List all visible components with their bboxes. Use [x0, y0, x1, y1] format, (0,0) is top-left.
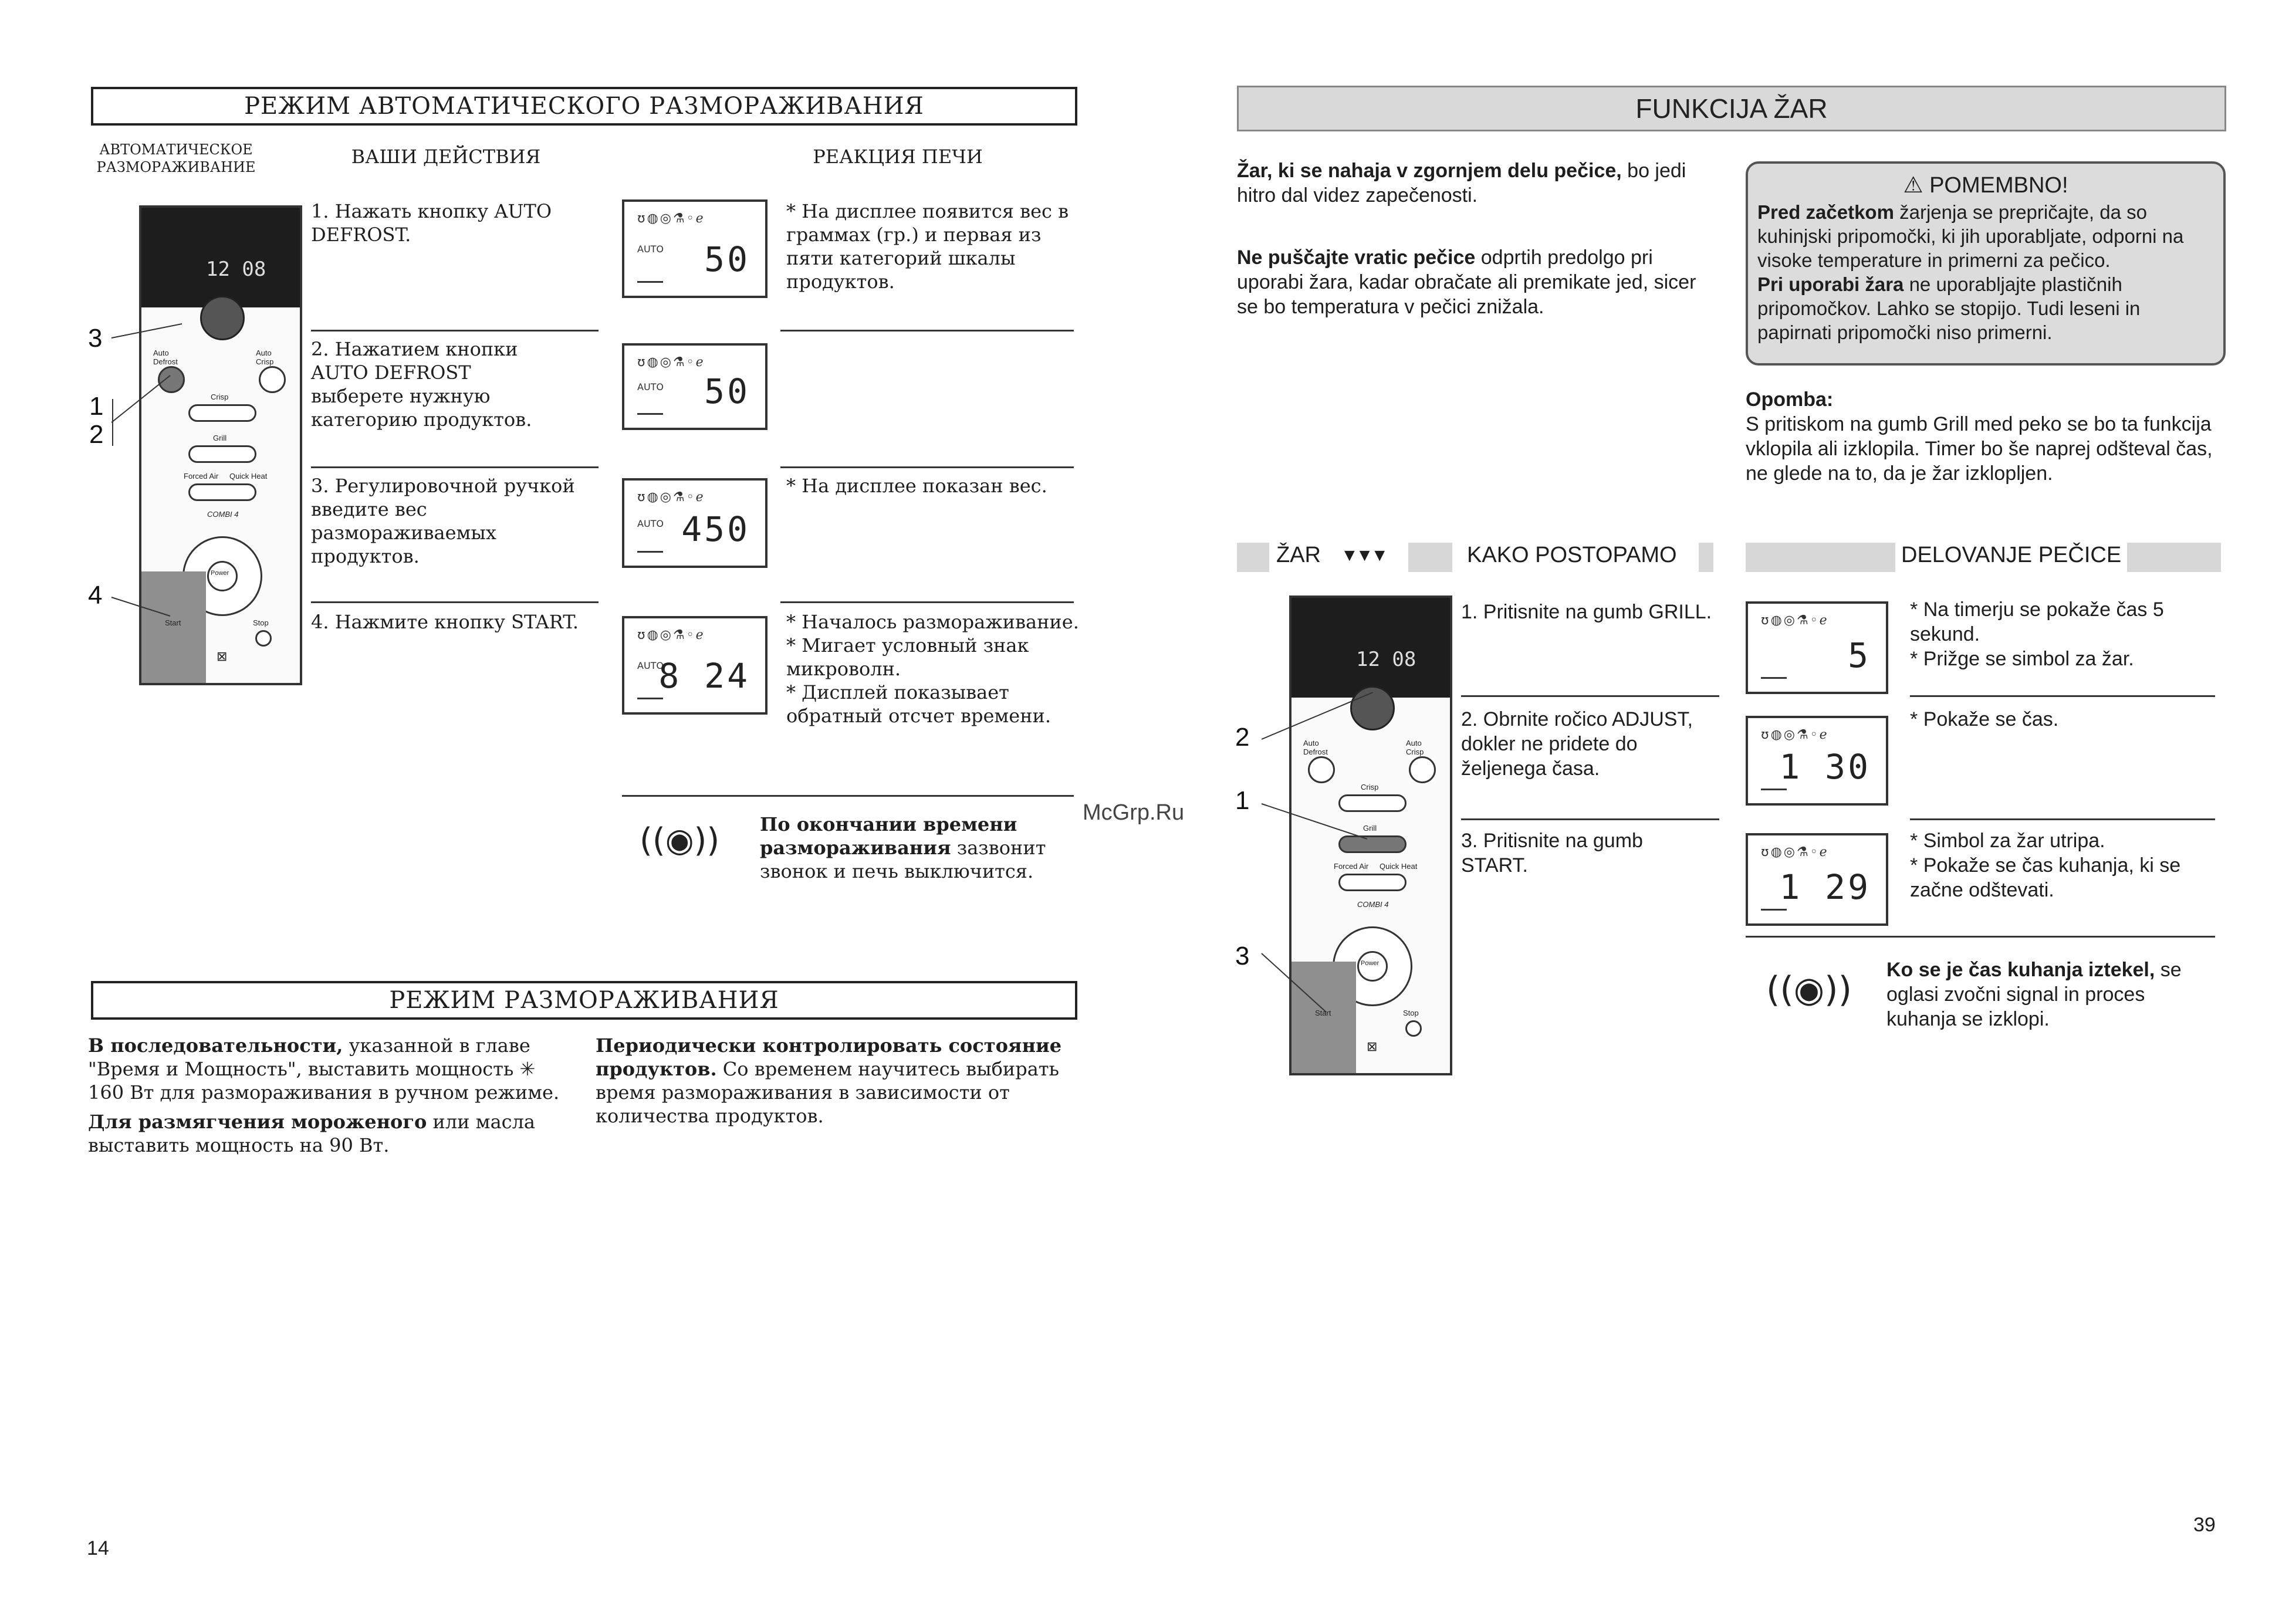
paragraph-text: Со временем научитесь выбирать время размораживания в зависимости от количества продуктов. [596, 1058, 1059, 1127]
end-note-right [1886, 958, 2215, 1031]
paragraph [1237, 158, 1718, 208]
response-line: * Pokaže se čas. [1910, 708, 2059, 730]
display-icons: ʊ◍◎⚗◦ℯ [1761, 728, 1829, 742]
step-1: 1. Нажать кнопку AUTO DEFROST. [311, 200, 552, 246]
power-label: Power [1361, 960, 1380, 967]
display-digits: 50 [704, 371, 750, 411]
header-shade [1699, 543, 1713, 572]
end-note-left [760, 813, 1065, 883]
important-box [1746, 161, 2226, 366]
paragraph-text: bo jedi hitro dal videz zapečenosti. [1237, 160, 1686, 207]
quick-heat-label: Quick Heat [229, 472, 268, 481]
power-label: Power [211, 570, 229, 577]
forced-air-button[interactable] [188, 483, 256, 501]
grill-intro [1237, 158, 1718, 319]
step-2: 2. Нажатием кнопки AUTO DEFROST выберете нужную категорию продуктов. [311, 338, 532, 431]
column-header-reaction: РЕАКЦИЯ ПЕЧИ [813, 146, 983, 168]
panel-clock: 12 08 [1356, 648, 1416, 671]
display-underline [1761, 789, 1787, 790]
callout-1-right: 1 [1235, 786, 1250, 815]
response-line: * Pokaže se čas kuhanja, ki se začne odštevati. [1910, 854, 2181, 901]
response-line: * На дисплее появится вес в граммах (гр.) и первая из пяти категорий шкалы продуктов. [786, 200, 1069, 293]
display-icons: ʊ◍◎⚗◦ℯ [637, 355, 705, 370]
callout-4-left: 4 [88, 581, 103, 610]
paragraph-text: ne uporabljajte plastičnih pripomočkov. Lahko se stopijo. Tudi leseni in papirnati pripomočki niso primerni. [1757, 273, 2141, 343]
crisp-button[interactable] [188, 404, 256, 422]
display-icons: ʊ◍◎⚗◦ℯ [637, 211, 705, 226]
display-digits: 8 24 [658, 656, 750, 696]
response-line: * Мигает условный знак микроволн. [786, 634, 1029, 680]
step-2: 2. Obrnite ročico ADJUST, dokler ne pridete do željenega časa. [1461, 708, 1693, 780]
divider [780, 330, 1074, 331]
display-icons: ʊ◍◎⚗◦ℯ [1761, 613, 1829, 628]
header-shade [2127, 543, 2221, 572]
callout-line-3 [111, 317, 182, 338]
response-text: На дисплее появится вес в граммах (гр.) и первая из пяти категорий шкалы продуктов. [786, 200, 1069, 293]
divider [311, 466, 599, 468]
paragraph-bold: Pri uporabi žara [1757, 273, 1904, 295]
adjust-knob[interactable] [200, 296, 245, 340]
callout-line-1 [1262, 804, 1367, 839]
display-mode: AUTO [637, 243, 664, 255]
crisp-label: Crisp [211, 393, 229, 401]
response-text: На дисплее показан вес. [802, 475, 1047, 497]
door-open-icon[interactable]: ⊠ [217, 649, 228, 664]
auto-crisp-label: Auto Crisp [256, 349, 274, 366]
display-digits: 5 [1848, 635, 1871, 675]
oven-display [622, 478, 768, 568]
paragraph-bold: Pred začetkom [1757, 201, 1894, 223]
response-2 [1910, 707, 2215, 732]
response-text: Pokaže se čas. [1923, 708, 2059, 730]
response-line: * На дисплее показан вес. [786, 475, 1047, 497]
header-shade [1237, 543, 1269, 572]
bell-icon: ((◉)) [1766, 969, 1852, 1010]
callout-line-4 [111, 597, 170, 616]
quick-heat-label: Quick Heat [1380, 862, 1418, 871]
callout-lines-left [88, 317, 182, 622]
panel-clock: 12 08 [206, 258, 266, 281]
display-mode: AUTO [637, 660, 664, 671]
end-note-text: se oglasi zvočni signal in proces kuhanja se izklopi. [1886, 959, 2182, 1030]
section-title-auto-defrost: РЕЖИМ АВТОМАТИЧЕСКОГО РАЗМОРАЖИВАНИЯ [91, 87, 1077, 126]
response-text: Мигает условный знак микроволн. [786, 634, 1029, 680]
response-3 [1910, 828, 2215, 902]
display-mode: AUTO [637, 518, 664, 529]
watermark: McGrp.Ru [1083, 800, 1185, 825]
callout-lines-right [1238, 692, 1379, 1021]
page-number-right: 39 [2193, 1514, 2216, 1536]
display-icons: ʊ◍◎⚗◦ℯ [637, 628, 705, 642]
display-underline [637, 551, 663, 553]
manual-defrost-text [88, 1034, 569, 1157]
response-text: Началось размораживание. [802, 611, 1079, 633]
header-shade [1746, 543, 1895, 572]
divider [780, 601, 1074, 603]
response-line: * Na timerju se pokaže čas 5 sekund. [1910, 598, 2164, 645]
bell-icon: ((◉)) [640, 821, 720, 860]
combi-label: COMBI 4 [1357, 900, 1389, 909]
section-title-grill: FUNKCIJA ŽAR [1237, 86, 2226, 131]
crisp-label: Crisp [1361, 783, 1379, 791]
response-line: * Началось размораживание. [786, 611, 1079, 633]
combi-label: COMBI 4 [207, 510, 239, 519]
display-underline [637, 413, 663, 415]
monitor-text [596, 1034, 1065, 1128]
display-digits: 1 30 [1779, 747, 1871, 787]
divider [1746, 936, 2215, 938]
oven-display [622, 199, 768, 298]
response-1 [1910, 597, 2215, 671]
auto-defrost-label: Auto Defrost [1303, 739, 1328, 756]
oven-display [1746, 716, 1888, 806]
response-text: Prižge se simbol za žar. [1923, 648, 2134, 670]
paragraph [1757, 272, 2215, 344]
grill-label: Grill [213, 434, 227, 442]
oven-display [1746, 833, 1888, 926]
forced-air-label: Forced Air [1334, 862, 1369, 871]
end-note-bold: Ko se je čas kuhanja iztekel, [1886, 959, 2155, 981]
section-title-defrost: РЕЖИМ РАЗМОРАЖИВАНИЯ [91, 981, 1077, 1020]
door-open-icon[interactable]: ⊠ [1367, 1039, 1378, 1054]
divider [311, 601, 599, 603]
display-digits: 1 29 [1779, 867, 1871, 907]
paragraph [1757, 200, 2215, 272]
response-text: Дисплей показывает обратный отсчет времени. [786, 681, 1052, 727]
paragraph-text: žarjenja se prepričajte, da so kuhinjski pripomočki, ki jih uporabljate, odporni na visoke temperature in primerni za pečico. [1757, 201, 2184, 271]
callout-line-1 [111, 375, 170, 422]
page-number-left: 14 [87, 1537, 109, 1559]
callout-line-3 [1262, 953, 1326, 1012]
note-text: S pritiskom na gumb Grill med peko se bo ta funkcija vklopila ali izklopila. Timer bo še naprej odšteval čas, ne glede na to, da je žar izklopljen. [1746, 413, 2213, 485]
header-oven: DELOVANJE PEČICE [1901, 543, 2122, 567]
start-label: Start [165, 618, 181, 627]
start-label: Start [1315, 1009, 1331, 1017]
step-3: 3. Регулировочной ручкой введите вес размораживаемых продуктов. [311, 475, 575, 567]
display-digits: 450 [681, 509, 750, 549]
forced-air-label: Forced Air [184, 472, 219, 481]
stop-label: Stop [253, 618, 269, 627]
paragraph-text: или масла выставить мощность на 90 Вт. [88, 1111, 535, 1156]
warning-icon: ⚠ [1903, 173, 1923, 198]
divider [311, 330, 599, 331]
column-header-actions: ВАШИ ДЕЙСТВИЯ [351, 146, 541, 168]
auto-crisp-button[interactable] [259, 366, 286, 393]
display-icons: ʊ◍◎⚗◦ℯ [637, 490, 705, 505]
response-3 [786, 474, 1080, 498]
display-underline [1761, 909, 1787, 911]
note-title: Opomba: [1746, 388, 1834, 411]
response-1 [786, 199, 1080, 293]
display-mode: AUTO [637, 381, 664, 393]
end-note-text: зазвонит звонок и печь выключится. [760, 837, 1046, 882]
auto-crisp-label: Auto Crisp [1406, 739, 1424, 756]
important-title: POMEMBNO! [1929, 173, 2068, 198]
response-text: Simbol za žar utripa. [1923, 830, 2105, 852]
stop-button[interactable] [255, 630, 272, 647]
paragraph-bold: В последовательности, [88, 1034, 343, 1057]
response-line: * Дисплей показывает обратный отсчет времени. [786, 681, 1052, 727]
step-3: 3. Pritisnite na gumb START. [1461, 830, 1643, 877]
divider [1461, 818, 1719, 820]
header-grill: ŽAR [1276, 543, 1321, 567]
oven-display [1746, 601, 1888, 694]
grill-symbol-icon: ▼▼▼ [1341, 546, 1387, 565]
display-underline [1761, 677, 1787, 679]
paragraph [88, 1034, 569, 1104]
grill-label: Grill [1363, 824, 1377, 833]
oven-display [622, 343, 768, 430]
callout-1-left: 1 [89, 392, 104, 421]
header-shade [1408, 543, 1452, 572]
divider [1910, 695, 2215, 697]
important-heading [1748, 172, 2223, 198]
paragraph-bold: Ne puščajte vratic pečice [1237, 246, 1476, 269]
paragraph-bold: Žar, ki se nahaja v zgornjem delu pečice, [1237, 160, 1622, 182]
divider [1461, 695, 1719, 697]
header-how: KAKO POSTOPAMO [1467, 543, 1677, 567]
display-underline [637, 281, 663, 283]
column-header-mode: АВТОМАТИЧЕСКОЕ РАЗМОРАЖИВАНИЕ [96, 141, 256, 175]
divider [622, 795, 1074, 797]
paragraph-text: указанной в главе "Время и Мощность", выставить мощность ✳ 160 Вт для размораживания в ручном режиме. [88, 1034, 560, 1104]
callout-line-2 [1262, 692, 1373, 739]
paragraph [1237, 245, 1718, 319]
step-4: 4. Нажмите кнопку START. [311, 611, 579, 633]
paragraph [596, 1034, 1065, 1128]
response-4 [786, 610, 1080, 728]
display-digits: 50 [704, 239, 750, 279]
response-line: * Simbol za žar utripa. [1910, 830, 2105, 852]
divider [780, 466, 1074, 468]
response-line: * Prižge se simbol za žar. [1910, 648, 2134, 670]
stop-button[interactable] [1405, 1020, 1422, 1037]
auto-defrost-label: Auto Defrost [153, 349, 178, 366]
paragraph-text: odprtih predolgo pri uporabi žara, kadar obračate ali premikate jed, sicer se bo temperatura v pečici znižala. [1237, 246, 1696, 318]
note [1746, 387, 2221, 486]
paragraph-bold: Для размягчения мороженого [88, 1111, 427, 1133]
paragraph-bold: Периодически контролировать состояние продуктов. [596, 1034, 1062, 1080]
stop-label: Stop [1403, 1009, 1419, 1017]
display-icons: ʊ◍◎⚗◦ℯ [1761, 845, 1829, 860]
auto-crisp-button[interactable] [1409, 756, 1436, 783]
callout-2-right: 2 [1235, 723, 1250, 752]
callout-3-left: 3 [88, 324, 103, 353]
divider [1910, 818, 2215, 820]
callout-2-left: 2 [89, 420, 104, 449]
grill-button[interactable] [188, 445, 256, 463]
response-text: Na timerju se pokaže čas 5 sekund. [1910, 598, 2164, 645]
important-text [1757, 200, 2215, 344]
end-note-bold: По окончании времени размораживания [760, 813, 1017, 859]
callout-3-right: 3 [1235, 942, 1250, 970]
step-1: 1. Pritisnite na gumb GRILL. [1461, 601, 1712, 623]
display-underline [637, 698, 663, 699]
paragraph [88, 1110, 569, 1157]
oven-display [622, 616, 768, 715]
response-text: Pokaže se čas kuhanja, ki se začne odštevati. [1910, 854, 2181, 901]
